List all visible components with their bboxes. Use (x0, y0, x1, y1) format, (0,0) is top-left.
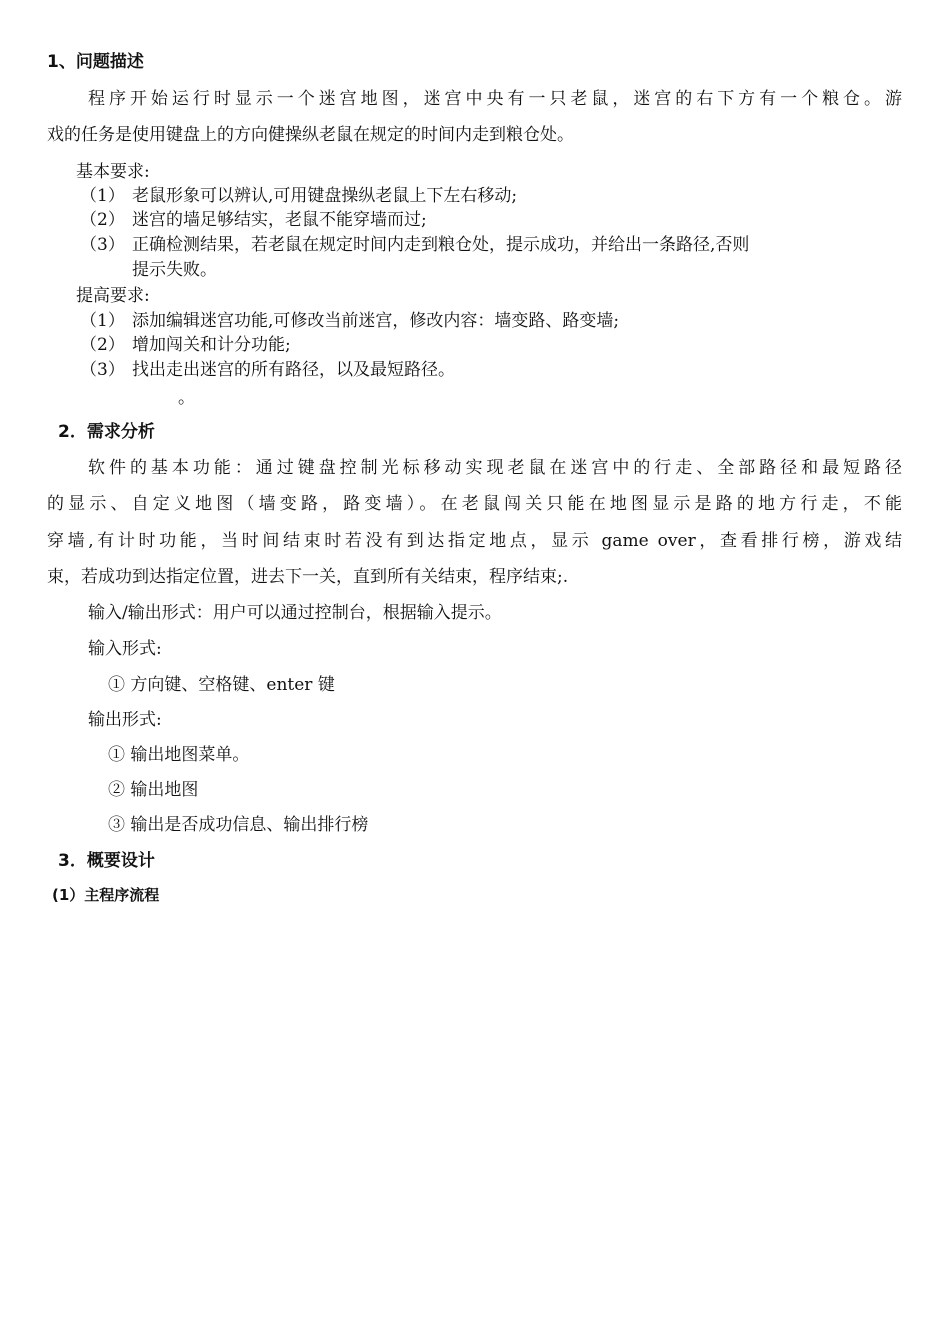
advanced-item-1-text: 添加编辑迷宫功能,可修改当前迷宫，修改内容：墙变路、路变墙; (132, 311, 620, 331)
output-item-1: ① 输出地图菜单。 (108, 745, 250, 765)
input-item-1: ① 方向键、空格键、enter 键 (108, 675, 335, 695)
section-2-para-line-1: 软件的基本功能：通过键盘控制光标移动实现老鼠在迷宫中的行走、全部路径和最短路径 (88, 458, 902, 478)
section-1-intro-line-1: 程序开始运行时显示一个迷宫地图，迷宫中央有一只老鼠，迷宫的右下方有一个粮仓。游 (88, 89, 902, 109)
basic-item-3 (80, 233, 749, 257)
advanced-item-3-text: 找出走出迷宫的所有路径，以及最短路径。 (132, 360, 455, 380)
advanced-item-1 (80, 309, 619, 333)
io-description: 输入/输出形式：用户可以通过控制台，根据输入提示。 (88, 603, 502, 623)
section-2-para-line-4: 束，若成功到达指定位置，进去下一关，直到所有关结束，程序结束;. (47, 567, 569, 587)
basic-item-3-number: （3） (80, 235, 125, 255)
basic-item-1 (80, 184, 517, 208)
advanced-item-2 (80, 333, 291, 357)
advanced-requirements-title: 提高要求: (76, 286, 150, 306)
section-3-subtitle: (1）主程序流程 (52, 886, 160, 904)
basic-item-2-number: （2） (80, 210, 125, 230)
section-1-title: 1、问题描述 (47, 52, 144, 72)
advanced-item-2-text: 增加闯关和计分功能; (132, 335, 291, 355)
section-2-title: 2．需求分析 (58, 422, 155, 442)
basic-item-2 (80, 208, 427, 232)
section-3-title: 3．概要设计 (58, 851, 155, 871)
advanced-item-1-number: （1） (80, 311, 125, 331)
advanced-item-3-number: （3） (80, 360, 125, 380)
section-2-para-line-2: 的显示、自定义地图（墙变路，路变墙）。在老鼠闯关只能在地图显示是路的地方行走，不能 (47, 494, 902, 514)
basic-item-2-text: 迷宫的墙足够结实，老鼠不能穿墙而过; (132, 210, 427, 230)
output-item-3: ③ 输出是否成功信息、输出排行榜 (108, 815, 369, 835)
output-title: 输出形式: (88, 710, 162, 730)
advanced-item-3 (80, 358, 455, 382)
basic-item-1-number: （1） (80, 186, 125, 206)
output-item-2: ② 输出地图 (108, 780, 199, 800)
input-title: 输入形式: (88, 639, 162, 659)
basic-item-3-text: 正确检测结果，若老鼠在规定时间内走到粮仓处，提示成功，并给出一条路径,否则 (132, 235, 750, 255)
basic-item-3-continuation: 提示失败。 (132, 260, 217, 280)
advanced-item-2-number: （2） (80, 335, 125, 355)
section-1-intro-line-2: 戏的任务是使用键盘上的方向健操纵老鼠在规定的时间内走到粮仓处。 (47, 125, 574, 145)
stray-period: 。 (178, 388, 195, 408)
basic-item-1-text: 老鼠形象可以辨认,可用键盘操纵老鼠上下左右移动; (132, 186, 518, 206)
section-2-para-line-3: 穿墙,有计时功能，当时间结束时若没有到达指定地点，显示 game over，查看排行榜，游戏结 (47, 531, 902, 551)
basic-requirements-title: 基本要求: (76, 162, 150, 182)
